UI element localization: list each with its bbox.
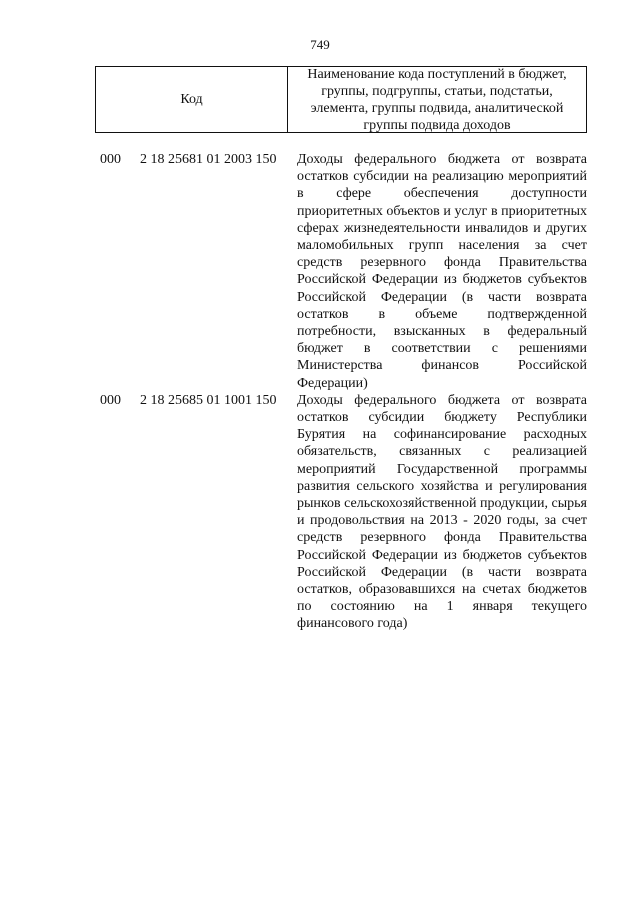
table-header [95,66,587,133]
header-code-cell [96,67,288,132]
header-name-cell [288,67,586,132]
header-code-label: Код [180,91,203,107]
table-row [100,151,590,392]
row-admin-code: 000 [100,392,121,408]
row-income-code: 2 18 25685 01 1001 150 [140,392,277,408]
table-row [100,392,590,633]
row-description: Доходы федерального бюджета от возврата остатков субсидии бюджету Республики Бурятия на софинансирование расходных обязательств, связанных с реализацией мероприятий Государственной программы развития сельского хозяйства и регулирования рынков сельскохозяйственной продукции, сырья и продовольствия на 2013 - 2020 годы, за счет средств резервного фонда Правительства Российской Федерации из бюджетов субъектов Российской Федерации (в части возврата остатков, образовавшихся на счетах бюджетов по состоянию на 1 января текущего финансового года) [297,392,587,632]
row-income-code: 2 18 25681 01 2003 150 [140,152,277,167]
row-admin-code: 000 [100,152,121,167]
row-description: Доходы федерального бюджета от возврата остатков субсидии на реализацию мероприятий в сфере обеспечения доступности приоритетных объектов и услуг в приоритетных сферах жизнедеятельности инвалидов и других маломобильных групп населения за счет средств резервного фонда Правительства Российской Федерации из бюджетов субъектов Российской Федерации (в части возврата остатков в объеме подтвержденной потребности, взысканных в федеральный бюджет в соответствии с решениями Министерства финансов Российской Федерации) [297,152,587,391]
page-number: 749 [310,37,330,52]
table-body [100,151,590,633]
header-name-label: Наименование кода поступлений в бюджет, группы, подгруппы, статьи, подстатьи, элемента, группы подвида, аналитической группы подвида доходов [307,66,567,133]
